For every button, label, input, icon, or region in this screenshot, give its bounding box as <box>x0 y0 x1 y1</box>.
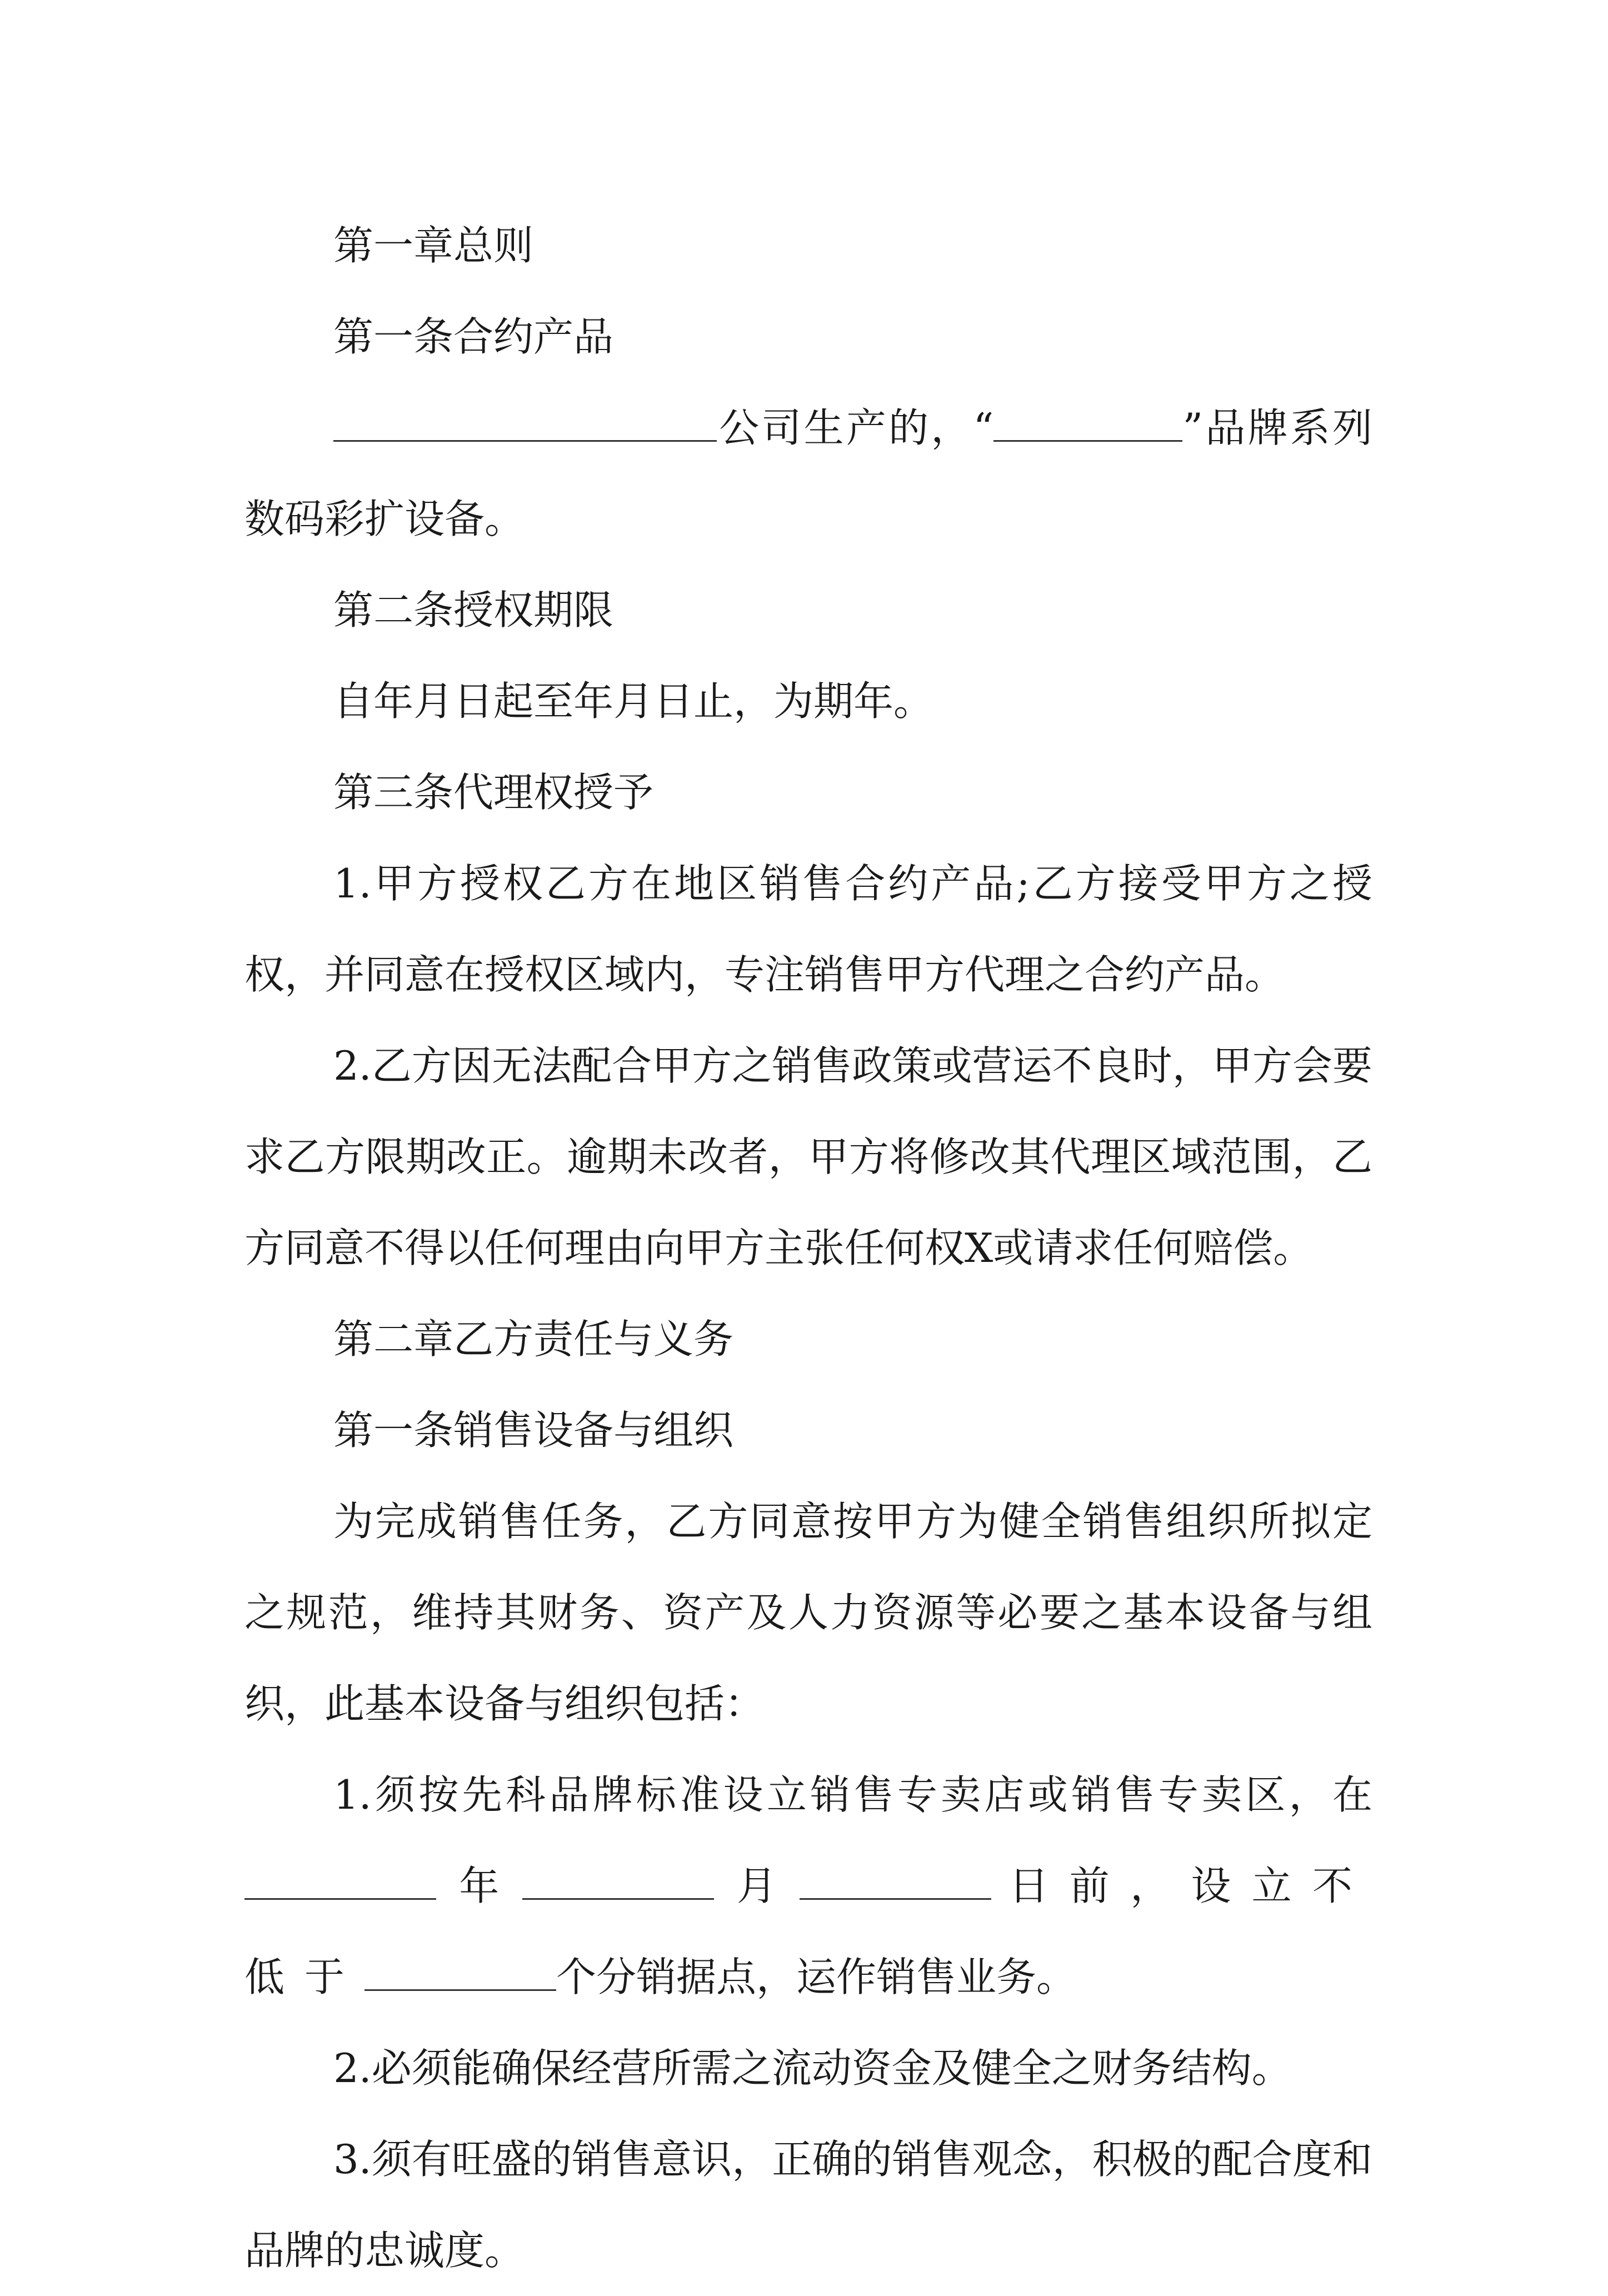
document-body <box>244 200 1372 2296</box>
chapter-2-item-2: 2.必须能确保经营所需之流动资金及健全之财务结构。 <box>333 2045 1292 2092</box>
article-3-item-2: 2.乙方因无法配合甲方之销售政策或营运不良时，甲方会要求乙方限期改正。逾期未改者，甲方将修改其代理区域范围，乙方同意不得以任何理由向甲方主张任何权X或请求任何赔偿。 <box>244 1042 1372 1271</box>
chapter-2-item-1 <box>244 1749 1372 2023</box>
chapter-2-item-1-month: 月 <box>736 1863 778 1909</box>
chapter-1-title: 第一章总则 <box>333 222 534 269</box>
chapter-2-article-1-text: 为完成销售任务，乙方同意按甲方为健全销售组织所拟定之规范，维持其财务、资产及人力资源等必要之基本设备与组织，此基本设备与组织包括： <box>244 1498 1372 1727</box>
article-3-title: 第三条代理权授予 <box>333 769 654 816</box>
article-3-item-1: 1.甲方授权乙方在地区销售合约产品;乙方接受甲方之授权，并同意在授权区域内，专注销售甲方代理之合约产品。 <box>244 860 1372 998</box>
blank-day <box>800 1859 991 1900</box>
blank-month <box>522 1859 714 1900</box>
article-1-text-b: ”品牌系列数码彩扩设备。 <box>244 405 1373 542</box>
blank-company-name <box>333 401 717 442</box>
chapter-2-item-1-year: 年 <box>458 1863 500 1909</box>
chapter-2-item-1-text-a: 1.须按先科品牌标准设立销售专卖店或销售专卖区，在 <box>333 1771 1372 1818</box>
article-1-text-a: 公司生产的，“ <box>717 405 994 451</box>
article-2-text: 自年月日起至年月日止，为期年。 <box>333 678 934 725</box>
blank-year <box>244 1859 436 1900</box>
chapter-2-item-1-text-b: 个分销据点，运作销售业务。 <box>556 1954 1077 2000</box>
article-1-title: 第一条合约产品 <box>333 313 614 360</box>
article-2-title: 第二条授权期限 <box>333 587 614 633</box>
chapter-2-item-1-day: 日前，设立不低于 <box>244 1863 1372 2000</box>
blank-brand-name <box>993 401 1182 442</box>
article-1-text <box>244 382 1372 565</box>
chapter-2-article-1-title: 第一条销售设备与组织 <box>333 1407 734 1454</box>
chapter-2-item-3: 3.须有旺盛的销售意识，正确的销售观念，积极的配合度和品牌的忠诚度。 <box>244 2136 1372 2274</box>
chapter-2-title: 第二章乙方责任与义务 <box>333 1316 734 1362</box>
blank-outlet-count <box>364 1950 556 1991</box>
